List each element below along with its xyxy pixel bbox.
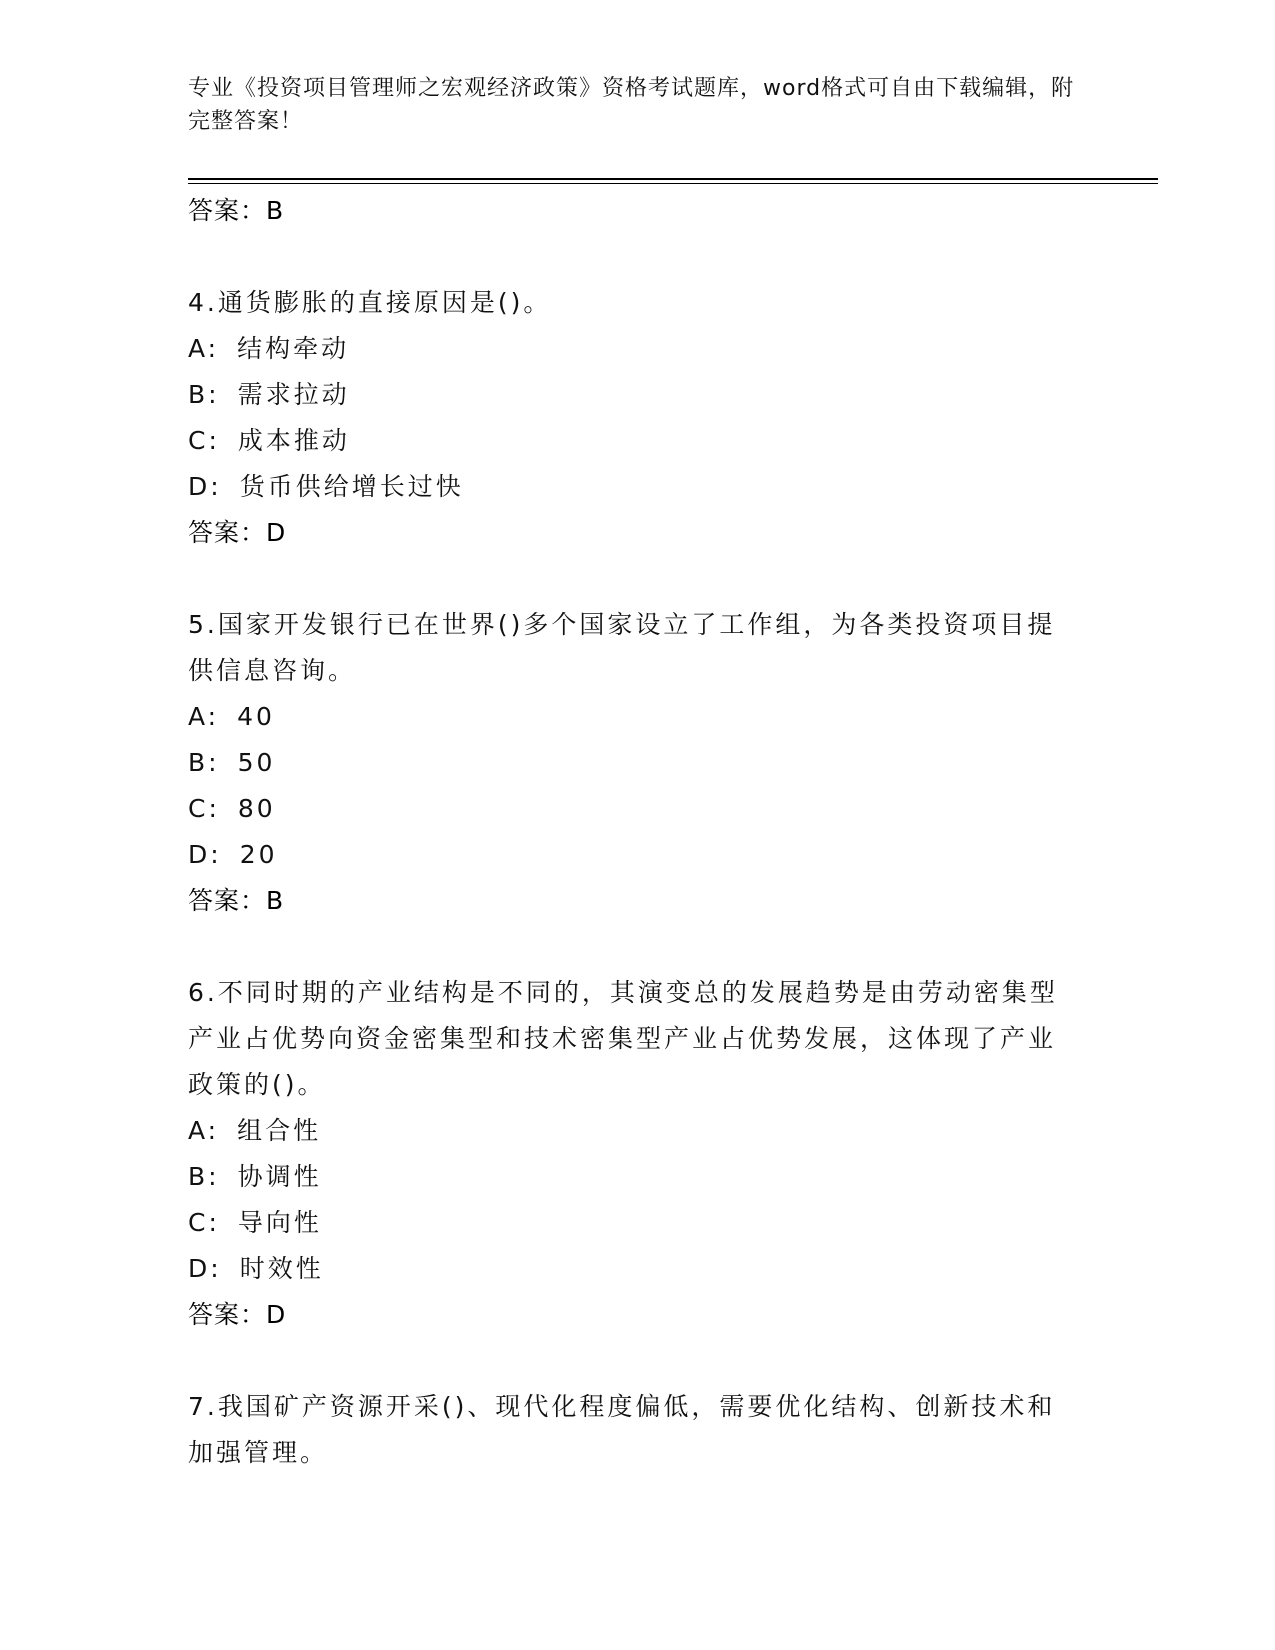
spacer bbox=[188, 1338, 1068, 1384]
answer-line: 答案：B bbox=[188, 886, 285, 915]
question-block bbox=[188, 1384, 1068, 1476]
spacer bbox=[188, 234, 1068, 280]
option-text: 成本推动 bbox=[237, 426, 350, 455]
option-a bbox=[188, 1108, 1068, 1154]
option-text: 协调性 bbox=[237, 1162, 322, 1191]
header-rule-thick bbox=[188, 178, 1158, 180]
option-c bbox=[188, 786, 1068, 832]
option-text: 货币供给增长过快 bbox=[239, 472, 464, 501]
question-text: 4.通货膨胀的直接原因是()。 bbox=[188, 288, 552, 317]
option-b bbox=[188, 372, 1068, 418]
option-b bbox=[188, 1154, 1068, 1200]
option-text: 40 bbox=[237, 702, 275, 731]
question-text: 7.我国矿产资源开采()、现代化程度偏低，需要优化结构、创新技术和加强管理。 bbox=[188, 1392, 1056, 1467]
spacer bbox=[188, 556, 1068, 602]
spacer bbox=[188, 924, 1068, 970]
header-rule-thin bbox=[188, 183, 1158, 184]
option-a bbox=[188, 694, 1068, 740]
option-text: 导向性 bbox=[237, 1208, 322, 1237]
option-letter: A: bbox=[188, 1116, 220, 1145]
option-text: 组合性 bbox=[237, 1116, 322, 1145]
option-letter: D: bbox=[188, 1254, 222, 1283]
answer-line: 答案：D bbox=[188, 1300, 287, 1329]
question-block bbox=[188, 970, 1068, 1338]
option-c bbox=[188, 418, 1068, 464]
option-letter: B: bbox=[188, 380, 220, 409]
option-d bbox=[188, 1246, 1068, 1292]
option-letter: D: bbox=[188, 472, 222, 501]
option-b bbox=[188, 740, 1068, 786]
option-c bbox=[188, 1200, 1068, 1246]
question-block bbox=[188, 280, 1068, 556]
option-d bbox=[188, 832, 1068, 878]
option-letter: A: bbox=[188, 702, 220, 731]
option-a bbox=[188, 326, 1068, 372]
answer-line: 答案：B bbox=[188, 196, 285, 225]
option-text: 需求拉动 bbox=[237, 380, 350, 409]
option-letter: C: bbox=[188, 1208, 220, 1237]
option-letter: B: bbox=[188, 748, 220, 777]
option-letter: D: bbox=[188, 840, 222, 869]
page-header: 专业《投资项目管理师之宏观经济政策》资格考试题库，word格式可自由下载编辑，附完整答案！ bbox=[188, 76, 1075, 134]
option-letter: A: bbox=[188, 334, 220, 363]
option-letter: C: bbox=[188, 794, 220, 823]
option-letter: B: bbox=[188, 1162, 220, 1191]
option-text: 80 bbox=[237, 794, 276, 823]
option-text: 20 bbox=[239, 840, 278, 869]
option-letter: C: bbox=[188, 426, 220, 455]
option-text: 结构牵动 bbox=[237, 334, 350, 363]
option-d bbox=[188, 464, 1068, 510]
option-text: 时效性 bbox=[239, 1254, 324, 1283]
question-text: 5.国家开发银行已在世界()多个国家设立了工作组，为各类投资项目提供信息咨询。 bbox=[188, 610, 1056, 685]
question-block bbox=[188, 602, 1068, 924]
question-text: 6.不同时期的产业结构是不同的，其演变总的发展趋势是由劳动密集型产业占优势向资金密集型和技术密集型产业占优势发展，这体现了产业政策的()。 bbox=[188, 978, 1058, 1099]
question-content bbox=[188, 188, 1068, 1476]
option-text: 50 bbox=[237, 748, 276, 777]
answer-line: 答案：D bbox=[188, 518, 287, 547]
